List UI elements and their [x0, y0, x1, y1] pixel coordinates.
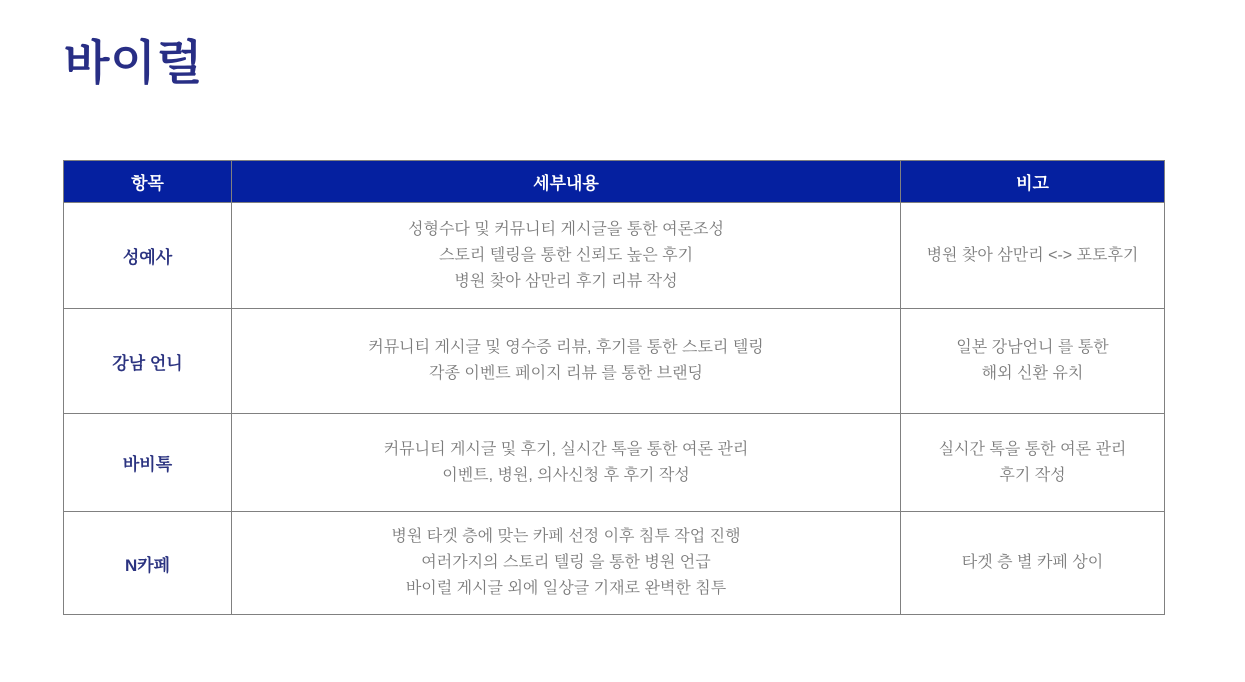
detail-line: 스토리 텔링을 통한 신뢰도 높은 후기	[438, 246, 694, 264]
item-name: N카페	[64, 512, 232, 615]
header-item: 항목	[64, 161, 232, 203]
detail-line: 병원 찾아 삼만리 후기 리뷰 작성	[454, 272, 678, 290]
item-note	[901, 309, 1165, 414]
detail-line: 이벤트, 병원, 의사신청 후 후기 작성	[442, 466, 690, 484]
detail-line: 커뮤니티 게시글 및 영수증 리뷰, 후기를 통한 스토리 텔링	[368, 339, 764, 356]
item-details	[232, 512, 901, 615]
detail-line: 성형수다 및 커뮤니티 게시글을 통한 여론조성	[408, 220, 724, 238]
item-name: 강남 언니	[64, 309, 232, 414]
item-details	[232, 203, 901, 309]
note-line: 해외 신환 유치	[981, 365, 1084, 382]
viral-channels-table	[63, 160, 1165, 615]
item-note	[901, 203, 1165, 309]
item-name: 성예사	[64, 203, 232, 309]
detail-line: 각종 이벤트 페이지 리뷰 를 통한 브랜딩	[429, 365, 703, 382]
table-row	[64, 414, 1165, 512]
table-row	[64, 309, 1165, 414]
table-row	[64, 512, 1165, 615]
detail-line: 여러가지의 스토리 텔링 을 통한 병원 언급	[421, 554, 711, 571]
table-header-row	[64, 161, 1165, 203]
note-line: 실시간 톡을 통한 여론 관리	[938, 440, 1127, 458]
header-note: 비고	[901, 161, 1165, 203]
note-line: 병원 찾아 삼만리 <-> 포토후기	[926, 246, 1139, 264]
table-row	[64, 203, 1165, 309]
item-details	[232, 309, 901, 414]
detail-line: 병원 타겟 층에 맞는 카페 선정 이후 침투 작업 진행	[391, 528, 741, 545]
note-line: 후기 작성	[999, 466, 1066, 484]
header-details: 세부내용	[232, 161, 901, 203]
note-line: 타겟 층 별 카페 상이	[961, 554, 1104, 571]
item-name: 바비톡	[64, 414, 232, 512]
detail-line: 바이럴 게시글 외에 일상글 기재로 완벽한 침투	[405, 580, 727, 597]
item-details	[232, 414, 901, 512]
item-note	[901, 512, 1165, 615]
page-title: 바이럴	[64, 36, 204, 89]
detail-line: 커뮤니티 게시글 및 후기, 실시간 톡을 통한 여론 관리	[383, 440, 749, 458]
note-line: 일본 강남언니 를 통한	[956, 339, 1109, 356]
item-note	[901, 414, 1165, 512]
